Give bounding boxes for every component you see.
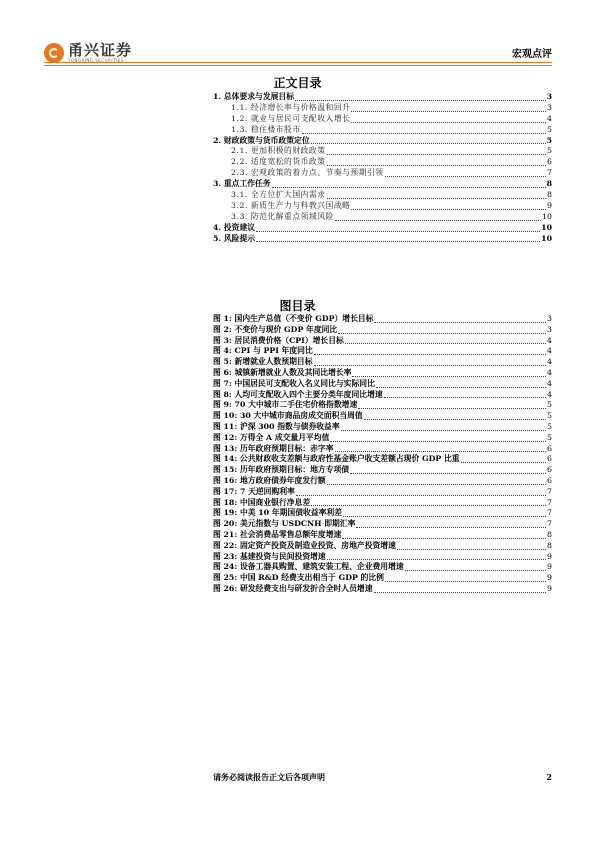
toc-entry-label: 2.3. 宏观政策的着力点、节奏与预期引领 xyxy=(231,168,384,178)
figure-entry[interactable] xyxy=(213,476,552,487)
figure-entry-page: 4 xyxy=(547,378,552,388)
dot-leader xyxy=(350,472,546,474)
figure-entry-label: 图 17: 7 天逆回购利率 xyxy=(213,486,295,496)
figure-entry-page: 5 xyxy=(547,421,552,431)
toc-entry-label: 2.1. 更加积极的财政政策 xyxy=(231,146,326,156)
dot-leader xyxy=(351,121,546,123)
toc-entry-page: 6 xyxy=(547,157,552,167)
figure-entry-label: 图 24: 设备工器具购置、建筑安装工程、企业费用增速 xyxy=(213,562,404,572)
dot-leader xyxy=(314,353,546,355)
figure-entry-page: 4 xyxy=(547,357,552,367)
figure-entry[interactable] xyxy=(213,400,552,411)
dot-leader xyxy=(330,440,546,442)
dot-leader xyxy=(351,110,546,112)
figure-entry[interactable] xyxy=(213,519,552,530)
figure-entry[interactable] xyxy=(213,454,552,465)
figure-entry-label: 图 22: 固定资产投资及制造业投资、房地产投资增速 xyxy=(213,540,396,550)
figure-entry-page: 6 xyxy=(547,465,552,475)
figure-entry[interactable] xyxy=(213,390,552,401)
dot-leader xyxy=(327,153,547,155)
page-header xyxy=(0,0,595,70)
dot-leader xyxy=(335,450,547,452)
dot-leader xyxy=(376,386,546,388)
toc-entry-page: 10 xyxy=(542,211,552,221)
page-number: 2 xyxy=(546,772,552,782)
dot-leader xyxy=(385,580,546,582)
dot-leader xyxy=(356,526,546,528)
dot-leader xyxy=(345,342,546,344)
figure-entry-page: 3 xyxy=(547,314,552,323)
figure-entry-label: 图 11: 沪深 300 指数与债券收益率 xyxy=(213,421,340,431)
figure-entry[interactable] xyxy=(213,562,552,573)
figure-entry-label: 图 18: 中国商业银行净息差 xyxy=(213,497,311,507)
dot-leader xyxy=(364,418,546,420)
figure-entry[interactable] xyxy=(213,573,552,584)
dot-leader xyxy=(311,504,546,506)
toc-entry-label: 2. 财政政策与货币政策定位 xyxy=(213,135,310,145)
figure-entry-label: 图 9: 70 大中城市二手住宅价格指数增速 xyxy=(213,400,358,410)
figure-entry[interactable] xyxy=(213,325,552,336)
figure-entry-label: 图 12: 万得全 A 成交量月平均值 xyxy=(213,432,330,442)
dot-leader xyxy=(351,208,546,210)
toc-entry[interactable] xyxy=(213,223,552,234)
toc-title: 正文目录 xyxy=(273,76,322,90)
figure-entry[interactable] xyxy=(213,530,552,541)
figure-entry[interactable] xyxy=(213,411,552,422)
dot-leader xyxy=(256,230,540,232)
toc-entry[interactable] xyxy=(213,103,552,114)
figure-entry-label: 图 15: 历年政府预期目标：地方专项债 xyxy=(213,465,350,475)
toc-entry[interactable] xyxy=(213,146,552,157)
figure-entry-page: 8 xyxy=(547,529,552,539)
figure-entry-label: 图 14: 公共财政收支差额与政府性基金账户收支差额占现价 GDP 比重 xyxy=(213,454,460,464)
dot-leader xyxy=(295,99,546,101)
figure-entry[interactable] xyxy=(213,584,552,595)
figure-entry-page: 5 xyxy=(547,432,552,442)
figure-entry-page: 6 xyxy=(547,475,552,485)
toc-entry-label: 1.1. 经济增长率与价格温和回升 xyxy=(231,102,351,112)
brand-logo-icon xyxy=(44,43,64,63)
toc-entry-page: 5 xyxy=(547,146,552,156)
toc-entry[interactable] xyxy=(213,125,552,136)
figure-entry-label: 图 2: 不变价与现价 GDP 年度同比 xyxy=(213,324,338,334)
toc-entry[interactable] xyxy=(213,212,552,223)
dot-leader xyxy=(338,332,546,334)
dot-leader xyxy=(374,591,547,593)
figure-entry-page: 9 xyxy=(547,583,552,593)
figure-entry-page: 4 xyxy=(547,367,552,377)
toc-list xyxy=(213,92,552,244)
figure-entry-page: 6 xyxy=(547,443,552,453)
toc-entry-label: 1.3. 稳住楼市股市 xyxy=(231,124,301,134)
figure-entry[interactable] xyxy=(213,336,552,347)
figure-entry-label: 图 23: 基建投资与民间投资增速 xyxy=(213,551,326,561)
figure-entry-page: 4 xyxy=(547,346,552,356)
figure-entry-page: 8 xyxy=(547,540,552,550)
dot-leader xyxy=(335,219,541,221)
dot-leader xyxy=(342,537,546,539)
figure-entry[interactable] xyxy=(213,379,552,390)
brand-name-cn: 甬兴证券 xyxy=(68,41,133,59)
dot-leader xyxy=(302,132,546,134)
figure-entry[interactable] xyxy=(213,465,552,476)
toc-entry-label: 3.1. 全方位扩大国内需求 xyxy=(231,190,326,199)
toc-entry-page: 3 xyxy=(546,91,552,101)
toc-entry-page: 10 xyxy=(541,222,552,232)
figure-entry[interactable] xyxy=(213,552,552,563)
figure-entry[interactable] xyxy=(213,346,552,357)
figure-entry[interactable] xyxy=(213,314,552,325)
toc-entry[interactable] xyxy=(213,190,552,201)
dot-leader xyxy=(311,142,546,144)
dot-leader xyxy=(256,240,540,242)
toc-entry[interactable] xyxy=(213,234,552,245)
figure-entry-label: 图 13: 历年政府预期目标：赤字率 xyxy=(213,443,334,453)
figure-entry[interactable] xyxy=(213,433,552,444)
figure-entry[interactable] xyxy=(213,444,552,455)
figure-entry-page: 4 xyxy=(547,389,552,399)
toc-entry-page: 5 xyxy=(546,135,552,145)
figure-entry-page: 5 xyxy=(547,400,552,410)
page-footer xyxy=(213,772,552,783)
dot-leader xyxy=(397,548,546,550)
figure-list-title: 图目录 xyxy=(279,299,316,313)
toc-entry-page: 10 xyxy=(541,233,552,243)
toc-entry-page: 3 xyxy=(547,102,552,112)
brand-name-en: YONGXING SECURITIES xyxy=(68,58,124,63)
figure-entry[interactable] xyxy=(213,422,552,433)
toc-entry-label: 3.3. 防范化解重点领域风险 xyxy=(231,211,334,221)
figure-entry-page: 7 xyxy=(547,508,552,518)
dot-leader xyxy=(327,197,547,199)
figure-entry[interactable] xyxy=(213,498,552,509)
figure-entry-label: 图 16: 地方政府债券年度发行额 xyxy=(213,475,326,485)
toc-entry[interactable] xyxy=(213,201,552,212)
figure-entry-page: 3 xyxy=(547,324,552,334)
figure-entry-label: 图 3: 居民消费价格（CPI）增长目标 xyxy=(213,335,344,345)
figure-entry-page: 9 xyxy=(547,562,552,572)
toc-entry[interactable] xyxy=(213,179,552,190)
dot-leader xyxy=(341,429,546,431)
footer-disclaimer: 请务必阅读报告正文后各项声明 xyxy=(213,772,325,782)
toc-entry-page: 8 xyxy=(547,190,552,199)
figure-entry-label: 图 4: CPI 与 PPI 年度同比 xyxy=(213,346,313,356)
toc-entry[interactable] xyxy=(213,92,552,103)
toc-entry-label: 2.2. 适度宽松的货币政策 xyxy=(231,157,326,167)
dot-leader xyxy=(272,186,546,188)
toc-entry-page: 9 xyxy=(547,200,552,210)
toc-entry[interactable] xyxy=(213,136,552,147)
toc-entry[interactable] xyxy=(213,168,552,179)
dot-leader xyxy=(405,569,546,571)
dot-leader xyxy=(314,364,547,366)
dot-leader xyxy=(343,515,546,517)
figure-entry-page: 7 xyxy=(547,486,552,496)
figure-entry-label: 图 5: 新增就业人数预期目标 xyxy=(213,357,313,367)
dot-leader xyxy=(358,407,546,409)
figure-entry-page: 6 xyxy=(547,454,552,464)
toc-entry-label: 4. 投资建议 xyxy=(213,222,256,232)
toc-entry-label: 1.2. 就业与居民可支配收入增长 xyxy=(231,113,351,123)
header-divider-secondary xyxy=(44,65,552,66)
dot-leader xyxy=(296,494,546,496)
figure-entry-label: 图 21: 社会消费品零售总额年度增速 xyxy=(213,529,342,539)
figure-entry[interactable] xyxy=(213,541,552,552)
figure-entry[interactable] xyxy=(213,487,552,498)
figure-entry[interactable] xyxy=(213,357,552,368)
figure-list xyxy=(213,314,552,595)
figure-entry-page: 7 xyxy=(547,519,552,529)
toc-entry[interactable] xyxy=(213,157,552,168)
toc-entry-label: 3.2. 新质生产力与科教兴国战略 xyxy=(231,200,351,210)
figure-entry-label: 图 6: 城镇新增就业人数及其同比增长率 xyxy=(213,367,352,377)
figure-entry-page: 9 xyxy=(547,551,552,561)
figure-entry-label: 图 20: 美元指数与 USDCNH 即期汇率 xyxy=(213,519,356,529)
toc-entry-label: 5. 风险提示 xyxy=(213,233,256,243)
toc-entry-page: 5 xyxy=(547,124,552,134)
toc-entry[interactable] xyxy=(213,114,552,125)
figure-entry-label: 图 8: 人均可支配收入四个主要分类年度同比增速 xyxy=(213,389,383,399)
toc-entry-label: 1. 总体要求与发展目标 xyxy=(213,91,295,101)
dot-leader xyxy=(327,483,546,485)
header-divider xyxy=(44,62,552,63)
figure-entry-label: 图 7: 中国居民可支配收入名义同比与实际同比 xyxy=(213,378,375,388)
figure-entry[interactable] xyxy=(213,368,552,379)
dot-leader xyxy=(384,396,546,398)
toc-entry-label: 3. 重点工作任务 xyxy=(213,179,271,189)
toc-entry-page: 4 xyxy=(547,113,552,123)
dot-leader xyxy=(374,321,546,323)
figure-entry-page: 9 xyxy=(547,573,552,583)
figure-entry-page: 4 xyxy=(547,335,552,345)
toc-entry-page: 8 xyxy=(546,179,552,189)
figure-entry-label: 图 26: 研发经费支出与研发折合全时人员增速 xyxy=(213,583,373,593)
dot-leader xyxy=(385,175,546,177)
figure-entry-label: 图 25: 中国 R&D 经费支出相当于 GDP 的比例 xyxy=(213,573,384,583)
figure-entry-label: 图 19: 中美 10 年期国债收益率利差 xyxy=(213,508,342,518)
figure-entry[interactable] xyxy=(213,508,552,519)
dot-leader xyxy=(327,558,546,560)
dot-leader xyxy=(461,461,546,463)
dot-leader xyxy=(327,164,547,166)
figure-entry-page: 7 xyxy=(547,497,552,507)
figure-entry-page: 5 xyxy=(547,411,552,421)
dot-leader xyxy=(352,375,546,377)
toc-entry-page: 7 xyxy=(547,168,552,178)
report-type: 宏观点评 xyxy=(512,49,552,60)
figure-entry-label: 图 1: 国内生产总值（不变价 GDP）增长目标 xyxy=(213,314,374,323)
figure-entry-label: 图 10: 30 大中城市商品房成交面积当周值 xyxy=(213,411,363,421)
